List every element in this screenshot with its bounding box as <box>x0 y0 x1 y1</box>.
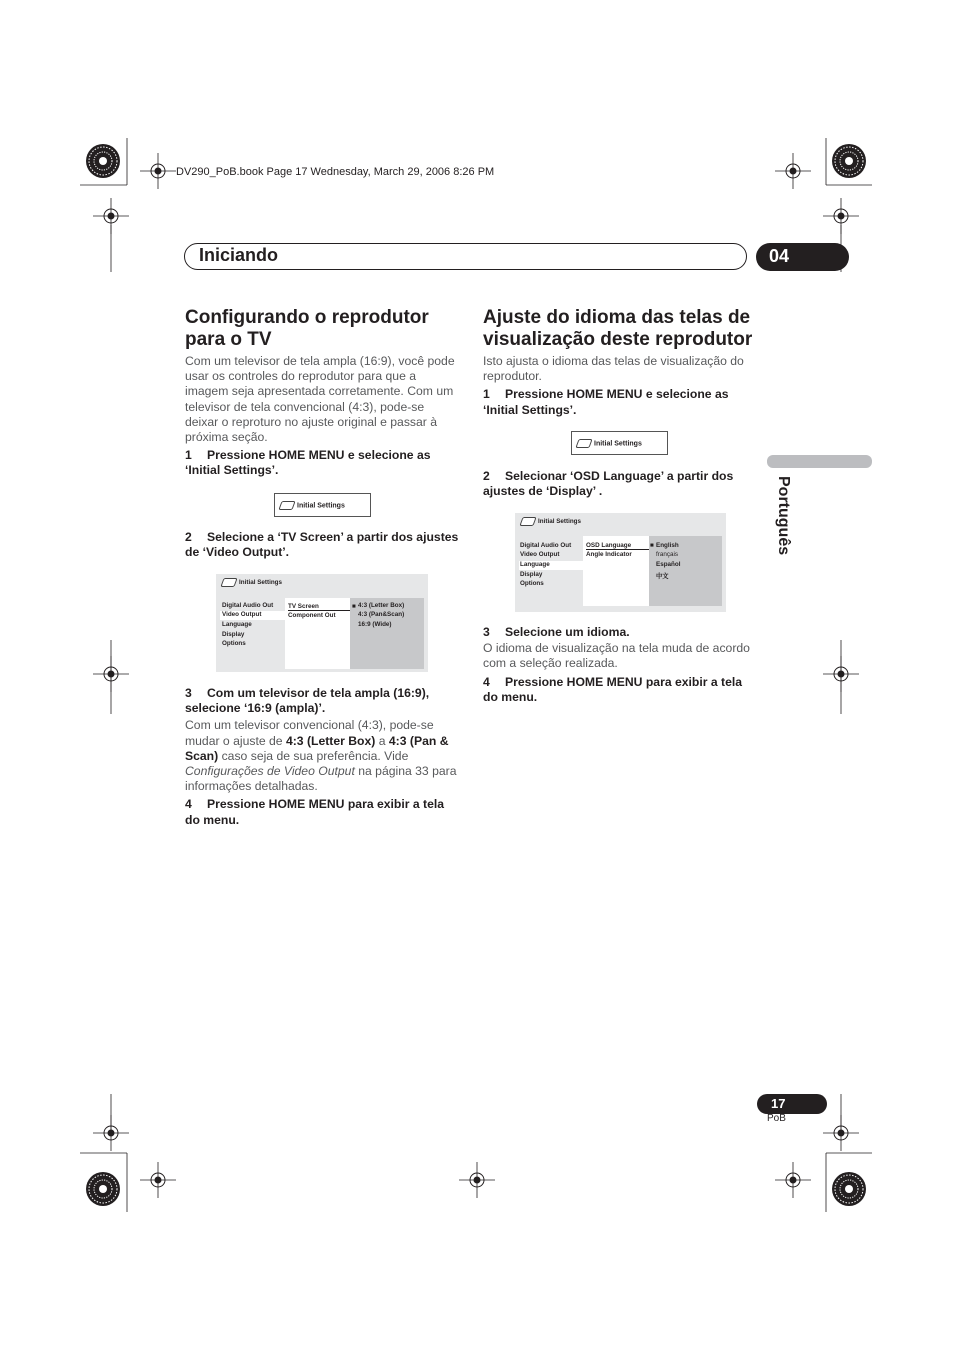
left-column-lower <box>185 686 460 828</box>
screen-option: 中文 <box>656 573 669 580</box>
screen-menu-item: Digital Audio Out <box>222 602 274 609</box>
screen-menu-item: Display <box>520 571 543 578</box>
selected-marker-icon: ■ <box>650 542 654 549</box>
step-text: Pressione HOME MENU e selecione as ‘Initial Settings’. <box>483 387 729 417</box>
right-heading: Ajuste do idioma das telas de visualização deste reprodutor <box>483 307 753 350</box>
step-number: 2 <box>483 469 490 483</box>
screen-menu-item: Language <box>520 561 550 568</box>
left-intro: Com um televisor de tela ampla (16:9), você pode usar os controles do reprodutor para que a imagem seja apresentada corretamente. Com um televisor de tela convencional (4:3), pode-se deixar o reproturo no ajuste original e passar à próxima seção. <box>185 354 455 445</box>
page-number: 17 <box>771 1096 786 1111</box>
left-step-3 <box>185 686 460 716</box>
screen-option: français <box>656 551 679 558</box>
step-text: Selecionar ‘OSD Language’ a partir dos ajustes de ‘Display’ . <box>483 469 734 499</box>
right-intro: Isto ajusta o idioma das telas de visualização do reprodutor. <box>483 354 744 384</box>
screen-menu-item: Video Output <box>222 611 262 618</box>
chapter-number-badge <box>756 243 849 271</box>
step-number: 4 <box>483 674 490 689</box>
disc-icon <box>220 578 237 587</box>
print-slug: DV290_PoB.book Page 17 Wednesday, March 29, 2006 8:26 PM <box>176 166 495 178</box>
right-column <box>483 307 758 418</box>
screen-sub-item: Component Out <box>288 612 336 619</box>
screen-option: Español <box>656 561 681 568</box>
osd-language-menu-mockup <box>515 513 726 612</box>
screen-option: 16:9 (Wide) <box>358 621 392 628</box>
tv-screen-menu-mockup <box>216 574 428 672</box>
left-step-1 <box>185 448 460 478</box>
right-column-lower <box>483 625 758 705</box>
right-step-3 <box>483 625 758 640</box>
step-number: 3 <box>483 625 490 639</box>
selected-marker-icon: ■ <box>352 603 356 610</box>
right-step-3-body: O idioma de visualização na tela muda de acordo com a seleção realizada. <box>483 641 750 671</box>
right-step-1 <box>483 387 758 417</box>
screen-title: Initial Settings <box>538 518 582 526</box>
right-step-2 <box>483 469 758 499</box>
initial-settings-box-right <box>571 431 668 455</box>
chapter-title: Iniciando <box>199 245 279 265</box>
screen-menu-item: Language <box>222 621 252 628</box>
screen-title: Initial Settings <box>239 579 283 587</box>
initial-settings-label: Initial Settings <box>297 502 345 510</box>
language-tab <box>767 455 872 468</box>
language-tab-label: Português <box>775 476 792 556</box>
screen-menu-item: Video Output <box>520 551 560 558</box>
right-step-4 <box>483 675 758 705</box>
page-number-badge <box>757 1094 827 1114</box>
left-step-3-body: Com um televisor convencional (4:3), pode-se mudar o ajuste de 4:3 (Letter Box) a 4:3 (Pan & Scan) caso seja de sua preferência. Vide Configurações de Video Output na página 33 para informações detalhadas. <box>185 718 457 794</box>
language-tab-label-wrap <box>770 476 800 576</box>
screen-option: 4:3 (Letter Box) <box>358 602 405 609</box>
screen-menu-item: Display <box>222 631 245 638</box>
step-number: 2 <box>185 530 192 544</box>
screen-sub-item: TV Screen <box>288 603 350 611</box>
screen-option: 4:3 (Pan&Scan) <box>358 611 405 618</box>
screen-menu-item: Digital Audio Out <box>520 542 572 549</box>
screen-sub-item: OSD Language <box>586 542 649 550</box>
screen-menu-item: Options <box>520 580 544 587</box>
screen-sub-item: Angle Indicator <box>586 551 632 558</box>
left-column <box>185 307 460 479</box>
step-text: Selecione a ‘TV Screen’ a partir dos ajustes de ‘Video Output’. <box>185 530 459 560</box>
step-text: Pressione HOME MENU e selecione as ‘Initial Settings’. <box>185 448 431 478</box>
step-number: 3 <box>185 686 192 700</box>
step-text: Com um televisor de tela ampla (16:9), selecione ‘16:9 (ampla)’. <box>185 686 430 716</box>
chapter-number: 04 <box>769 246 790 266</box>
screen-menu-item: Options <box>222 640 246 647</box>
initial-settings-box-left <box>274 493 371 517</box>
left-heading: Configurando o reprodutor para o TV <box>185 307 429 350</box>
left-step-4 <box>185 797 460 827</box>
step-text: Pressione HOME MENU para exibir a tela do menu. <box>483 674 743 704</box>
step-text: Selecione um idioma. <box>505 625 630 639</box>
left-step-2 <box>185 530 460 560</box>
step-text: Pressione HOME MENU para exibir a tela do menu. <box>185 797 445 827</box>
disc-icon <box>575 439 592 448</box>
initial-settings-label: Initial Settings <box>594 440 642 448</box>
disc-icon <box>278 501 295 510</box>
step-number: 4 <box>185 797 192 812</box>
language-code: PoB <box>767 1113 786 1124</box>
step-number: 1 <box>483 387 490 402</box>
step-number: 1 <box>185 448 192 463</box>
disc-icon <box>519 517 536 526</box>
screen-option: English <box>656 542 679 549</box>
